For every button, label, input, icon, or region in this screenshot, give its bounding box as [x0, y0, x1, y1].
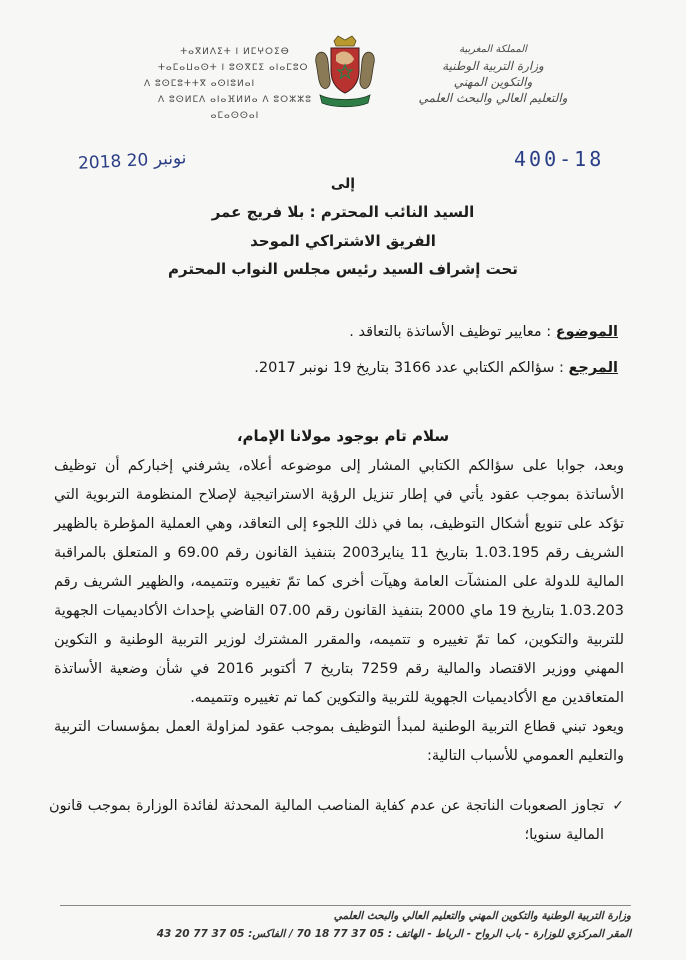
greeting: سلام تام بوجود مولانا الإمام،	[236, 427, 450, 445]
addressee-name: السيد النائب المحترم : بلا فريج عمر	[211, 203, 475, 221]
footer-address: المقر المركزي للوزارة - باب الرواح - الرباط - الهاتف : 05 37 77 18 70 / الفاكس: 05 37 77 20 43	[156, 928, 631, 940]
reference-value: : سؤالكم الكتابي عدد 3166 بتاريخ 19 نونبر 2017.	[254, 360, 564, 376]
footer-ministry: وزارة التربية الوطنية والتكوين المهني والتعليم العالي والبحث العلمي	[333, 910, 631, 922]
checkmark-icon: ✓	[612, 798, 624, 814]
reference-number: 400-18	[514, 147, 605, 171]
subject-line	[349, 324, 618, 340]
body-paragraph-1: وبعد، جوابا على سؤالكم الكتابي المشار إلى موضوعه أعلاه، يشرفني إخباركم أن توظيف الأساتذة بموجب عقود يأتي في إطار تنزيل الرؤية الاستراتيجية لإصلاح المنظومة التربوية التي تؤكد على تنويع أشكال التوظيف، بما في ذلك اللجوء إلى التعاقد، وهي العملية المؤطرة بالظهير الشريف رقم 1.03.195 بتاريخ 11 يناير2003 بتنفيذ القانون رقم 69.00 و المتعلق بالمراقبة المالية للدولة على المنشآت العامة وهيآت أخرى كما تمّ تغييره وتتميمه، والظهير الشريف رقم 1.03.203 بتاريخ 19 ماي 2000 بتنفيذ القانون رقم 07.00 القاضي بإحداث الأكاديميات الجهوية للتربية والتكوين، كما تمّ تغييره و تتميمه، والمقرر المشترك لوزير التربية الوطنية و التكوين المهني ووزير الاقتصاد والمالية رقم 7259 بتاريخ 7 أكتوبر 2016 في شأن وضعية الأساتذة المتعاقدين مع الأكاديميات الجهوية للتربية والتكوين كما تم تغييره وتتميمه.	[54, 458, 624, 706]
amazigh-line-4: ⴷ ⵓⵙⵍⵎⴷ ⴰⵏⴰⴼⵍⵍⴰ ⴷ ⵓⵔⵣⵣⵓ ⴰⵎⴰⵙⵙⴰⵏ	[158, 95, 312, 121]
body-paragraph-2: ويعود تبني قطاع التربية الوطنية لمبدأ التوظيف بموجب عقود لمزاولة العمل بمؤسسات التربية والتعليم العمومي للأسباب التالية:	[54, 719, 624, 764]
subject-value: : معايير توظيف الأساتذة بالتعاقد .	[349, 324, 552, 340]
ministry-name-arabic	[358, 42, 628, 106]
moroccan-coat-of-arms-icon	[312, 35, 378, 109]
reference-line	[254, 360, 618, 376]
footer-divider	[60, 905, 631, 906]
amazigh-line-3: ⴷ ⵓⵙⵎⵓⵜⵜⴳ ⴰⵙⵏⵓⵍⴰⵏ	[144, 79, 256, 89]
subject-label: الموضوع	[555, 324, 618, 340]
amazigh-line-2: ⵜⴰⵎⴰⵡⴰⵙⵜ ⵏ ⵓⵙⴳⵎⵉ ⴰⵏⴰⵎⵓⵔ	[158, 63, 309, 73]
reference-label: المرجع	[568, 360, 618, 376]
letter-date: 2018 نونبر 20	[77, 148, 187, 174]
addressee-via: تحت إشراف السيد رئيس مجلس النواب المحترم	[168, 260, 518, 278]
letter-body	[54, 452, 624, 771]
amazigh-line-1: ⵜⴰⴳⵍⴷⵉⵜ ⵏ ⵍⵎⵖⵔⵉⴱ	[180, 47, 290, 57]
bullet-text-1: تجاوز الصعوبات الناتجة عن عدم كفاية المناصب المالية المحدثة لفائدة الوزارة بموجب قانون المالية سنويا؛	[49, 798, 604, 843]
ministry-line-1: وزارة التربية الوطنية	[442, 59, 544, 73]
ministry-line-3: والتعليم العالي والبحث العلمي	[418, 91, 568, 105]
addressee-group: الفريق الاشتراكي الموحد	[250, 232, 436, 250]
addressee-to: إلى	[330, 176, 356, 192]
bullet-item-1	[49, 792, 624, 850]
kingdom-line: المملكة المغربية	[459, 44, 527, 55]
ministry-line-2: والتكوين المهني	[453, 75, 533, 89]
ministry-name-amazigh	[144, 44, 320, 124]
